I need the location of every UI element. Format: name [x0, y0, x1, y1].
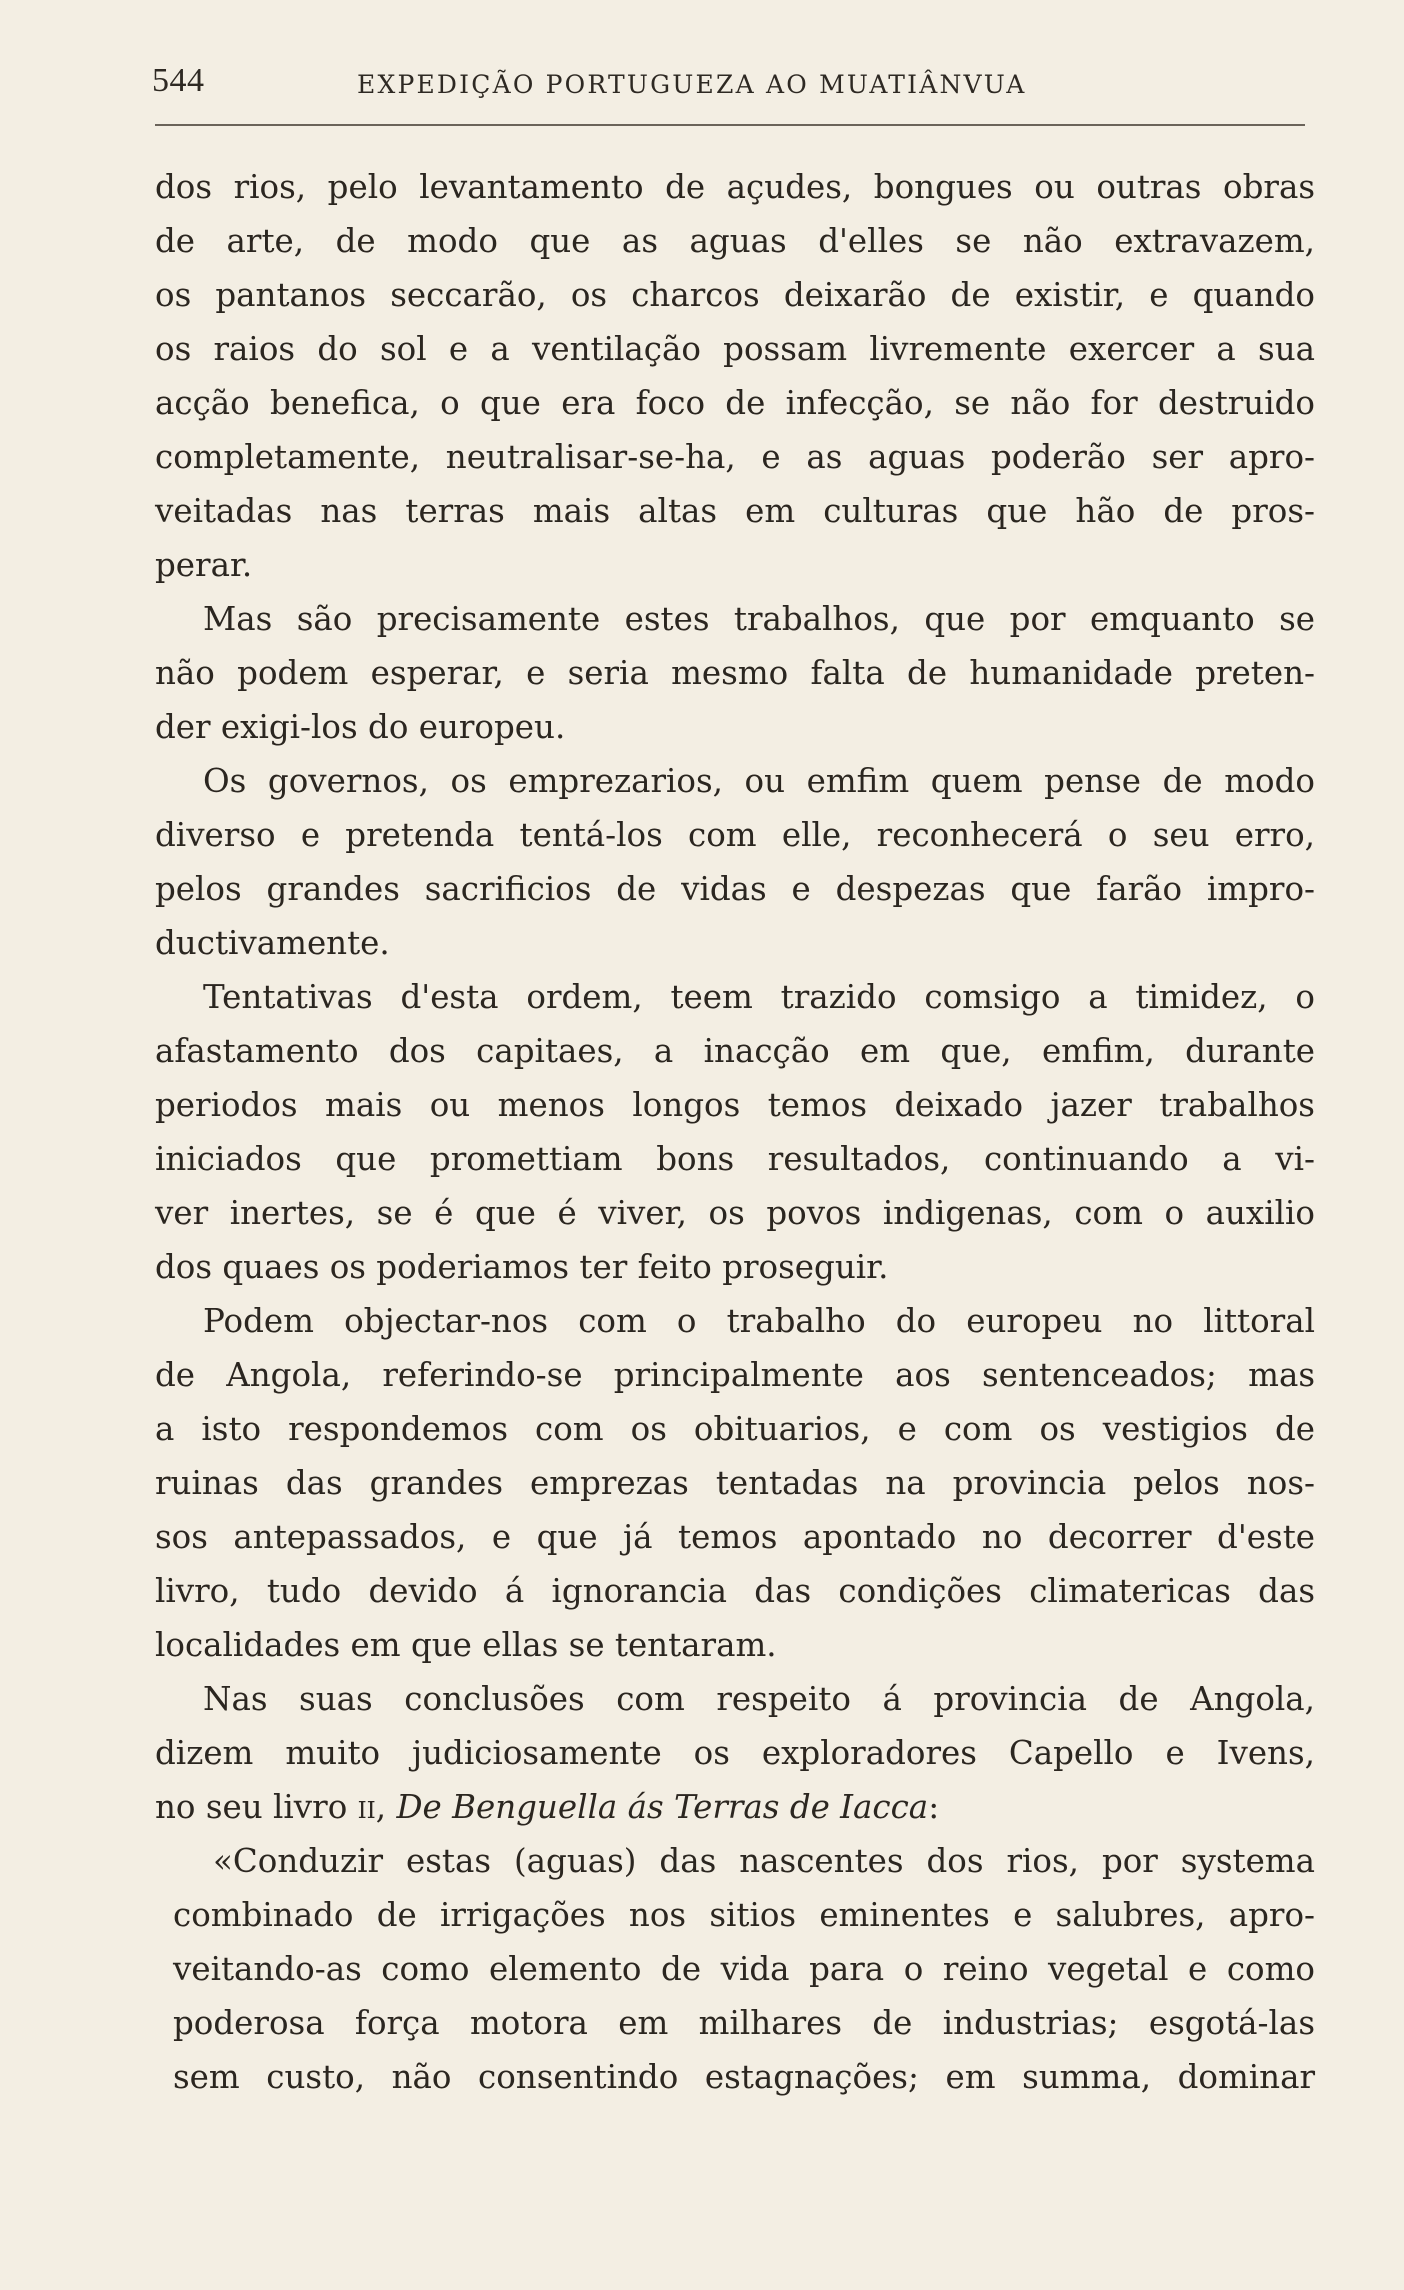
text-line: dos quaes os poderiamos ter feito proseguir.: [155, 1248, 889, 1286]
paragraph-4: [155, 970, 1315, 1294]
text-line: de arte, de modo que as aguas d'elles se não extravazem,: [155, 222, 1315, 260]
text-line: localidades em que ellas se tentaram.: [155, 1626, 777, 1664]
text-line: dizem muito judiciosamente os exploradores Capello e Ivens,: [155, 1734, 1315, 1772]
text-line: poderosa força motora em milhares de industrias; esgotá-las: [173, 2004, 1315, 2042]
text-line: ductivamente.: [155, 924, 390, 962]
header-rule: [155, 124, 1305, 126]
text-line: a isto respondemos com os obituarios, e com os vestigios de: [155, 1410, 1315, 1448]
text-line: acção benefica, o que era foco de infecção, se não for destruido: [155, 384, 1315, 422]
citation-prefix: no seu livro: [155, 1788, 358, 1826]
text-line: periodos mais ou menos longos temos deixado jazer trabalhos: [155, 1086, 1315, 1124]
paragraph-3: [155, 754, 1315, 970]
text-line: combinado de irrigações nos sitios eminentes e salubres, apro-: [173, 1896, 1315, 1934]
volume-number: ii,: [357, 1788, 387, 1826]
running-title: EXPEDIÇÃO PORTUGUEZA AO MUATIÂNVUA: [357, 70, 1027, 99]
paragraph-6: [155, 1672, 1315, 1834]
quotation: [155, 1834, 1315, 2104]
text-line: dos rios, pelo levantamento de açudes, bongues ou outras obras: [155, 168, 1315, 206]
text-line: diverso e pretenda tentá-los com elle, reconhecerá o seu erro,: [155, 816, 1315, 854]
paragraph-5: [155, 1294, 1315, 1672]
text-line: de Angola, referindo-se principalmente aos sentenceados; mas: [155, 1356, 1315, 1394]
text-line: iniciados que promettiam bons resultados, continuando a vi-: [155, 1140, 1315, 1178]
citation-suffix: :: [928, 1788, 940, 1826]
page-number: 544: [152, 62, 205, 99]
text-line: ruinas das grandes emprezas tentadas na provincia pelos nos-: [155, 1464, 1315, 1502]
text-line: veitando-as como elemento de vida para o reino vegetal e como: [173, 1950, 1315, 1988]
text-line: livro, tudo devido á ignorancia das condições climatericas das: [155, 1572, 1315, 1610]
text-line: afastamento dos capitaes, a inacção em que, emfim, durante: [155, 1032, 1315, 1070]
text-line: Tentativas d'esta ordem, teem trazido comsigo a timidez, o: [203, 978, 1315, 1016]
text-line: sem custo, não consentindo estagnações; em summa, dominar: [173, 2058, 1315, 2096]
text-line: sos antepassados, e que já temos apontado no decorrer d'este: [155, 1518, 1315, 1556]
text-line: pelos grandes sacrificios de vidas e despezas que farão impro-: [155, 870, 1315, 908]
body-text: [155, 160, 1315, 2104]
paragraph-2: [155, 592, 1315, 754]
text-line-citation: [155, 1780, 1315, 1834]
text-line: completamente, neutralisar-se-ha, e as aguas poderão ser apro-: [155, 438, 1315, 476]
book-title: De Benguella ás Terras de Iacca: [396, 1788, 929, 1826]
text-line: os pantanos seccarão, os charcos deixarão de existir, e quando: [155, 276, 1315, 314]
text-line: não podem esperar, e seria mesmo falta de humanidade preten-: [155, 654, 1315, 692]
paragraph-1: [155, 160, 1315, 592]
text-line: perar.: [155, 546, 253, 584]
text-line: ver inertes, se é que é viver, os povos indigenas, com o auxilio: [155, 1194, 1315, 1232]
page-header: [152, 62, 1302, 110]
text-line: Nas suas conclusões com respeito á provincia de Angola,: [203, 1680, 1315, 1718]
text-line: veitadas nas terras mais altas em culturas que hão de pros-: [155, 492, 1315, 530]
text-line: «Conduzir estas (aguas) das nascentes dos rios, por systema: [213, 1842, 1315, 1880]
text-line: os raios do sol e a ventilação possam livremente exercer a sua: [155, 330, 1315, 368]
text-line: Os governos, os emprezarios, ou emfim quem pense de modo: [203, 762, 1315, 800]
text-line: Podem objectar-nos com o trabalho do europeu no littoral: [203, 1302, 1315, 1340]
text-line: der exigi-los do europeu.: [155, 708, 566, 746]
text-line: Mas são precisamente estes trabalhos, que por emquanto se: [203, 600, 1315, 638]
